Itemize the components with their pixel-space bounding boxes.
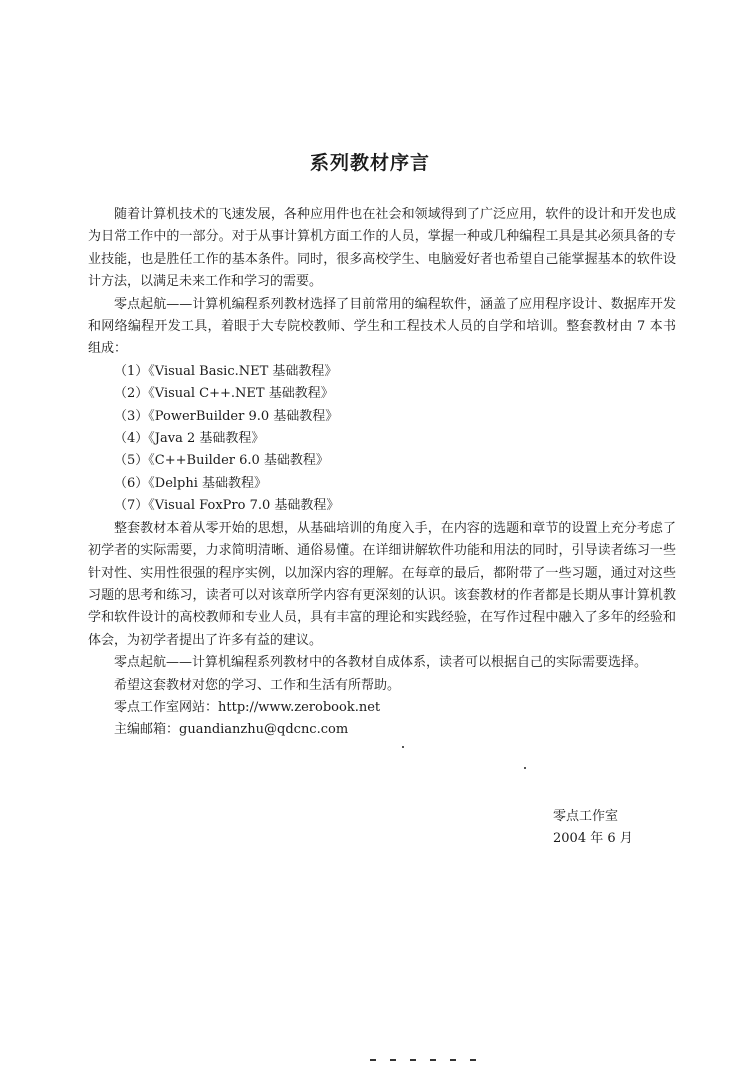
list-item bbox=[88, 361, 676, 383]
scan-speck bbox=[524, 767, 526, 769]
book-number: （2） bbox=[114, 386, 149, 402]
page-title: 系列教材序言 bbox=[309, 152, 430, 174]
list-item bbox=[88, 473, 676, 495]
paragraph-series: 零点起航——计算机编程系列教材选择了目前常用的编程软件，涵盖了应用程序设计、数据库开发和网络编程开发工具，着眼于大专院校教师、学生和工程技术人员的自学和培训。整套教材由 7 本书组成： bbox=[88, 296, 676, 357]
book-number: （3） bbox=[114, 408, 149, 424]
book-list bbox=[88, 361, 676, 518]
signature-org: 零点工作室 bbox=[553, 809, 619, 824]
book-number: （7） bbox=[114, 498, 149, 514]
paragraph-wish: 希望这套教材对您的学习、工作和生活有所帮助。 bbox=[114, 677, 401, 693]
book-number: （1） bbox=[114, 363, 149, 379]
paragraph-approach: 整套教材本着从零开始的思想，从基础培训的角度入手，在内容的选题和章节的设置上充分考虑了初学者的实际需要，力求简明清晰、通俗易懂。在详细讲解软件功能和用法的同时，引导读者练习一些针对性、实用性很强的程序实例，以加深内容的理解。在每章的最后，都附带了一些习题，通过对这些习题的思考和练习，读者可以对该章所学内容有更深刻的认识。该套教材的作者都是长期从事计算机教学和软件设计的高校教师和专业人员，具有丰富的理论和实践经验，在写作过程中融入了多年的经验和体会，为初学者提出了许多有益的建议。 bbox=[88, 520, 676, 648]
website-line: 零点工作室网站：http://www.zerobook.net bbox=[114, 699, 381, 715]
book-title: 《Java 2 基础教程》 bbox=[148, 431, 265, 447]
list-item bbox=[88, 495, 676, 517]
book-title: 《Delphi 基础教程》 bbox=[148, 475, 268, 491]
scan-artifact bbox=[370, 1046, 520, 1050]
book-title: 《C++Builder 6.0 基础教程》 bbox=[148, 453, 329, 469]
book-title: 《Visual Basic.NET 基础教程》 bbox=[148, 363, 338, 379]
list-item bbox=[88, 428, 676, 450]
paragraph-system: 零点起航——计算机编程系列教材中的各教材自成体系，读者可以根据自己的实际需要选择。 bbox=[114, 655, 648, 671]
scan-speck bbox=[402, 746, 404, 748]
book-title: 《PowerBuilder 9.0 基础教程》 bbox=[148, 408, 339, 424]
book-title: 《Visual FoxPro 7.0 基础教程》 bbox=[148, 498, 340, 514]
signature-block bbox=[553, 806, 633, 850]
book-number: （4） bbox=[114, 431, 149, 447]
document-body bbox=[88, 204, 676, 742]
list-item bbox=[88, 450, 676, 472]
book-number: （6） bbox=[114, 475, 149, 491]
list-item bbox=[88, 406, 676, 428]
signature-date: 2004 年 6 月 bbox=[553, 831, 633, 846]
paragraph-intro: 随着计算机技术的飞速发展，各种应用件也在社会和领域得到了广泛应用，软件的设计和开发也成为日常工作中的一部分。对于从事计算机方面工作的人员，掌握一种或几种编程工具是其必须具备的专业技能，也是胜任工作的基本条件。同时，很多高校学生、电脑爱好者也希望自己能掌握基本的软件设计方法，以满足未来工作和学习的需要。 bbox=[88, 207, 676, 290]
book-number: （5） bbox=[114, 453, 149, 469]
list-item bbox=[88, 383, 676, 405]
email-line: 主编邮箱：guandianzhu@qdcnc.com bbox=[114, 722, 349, 738]
book-title: 《Visual C++.NET 基础教程》 bbox=[148, 386, 334, 402]
